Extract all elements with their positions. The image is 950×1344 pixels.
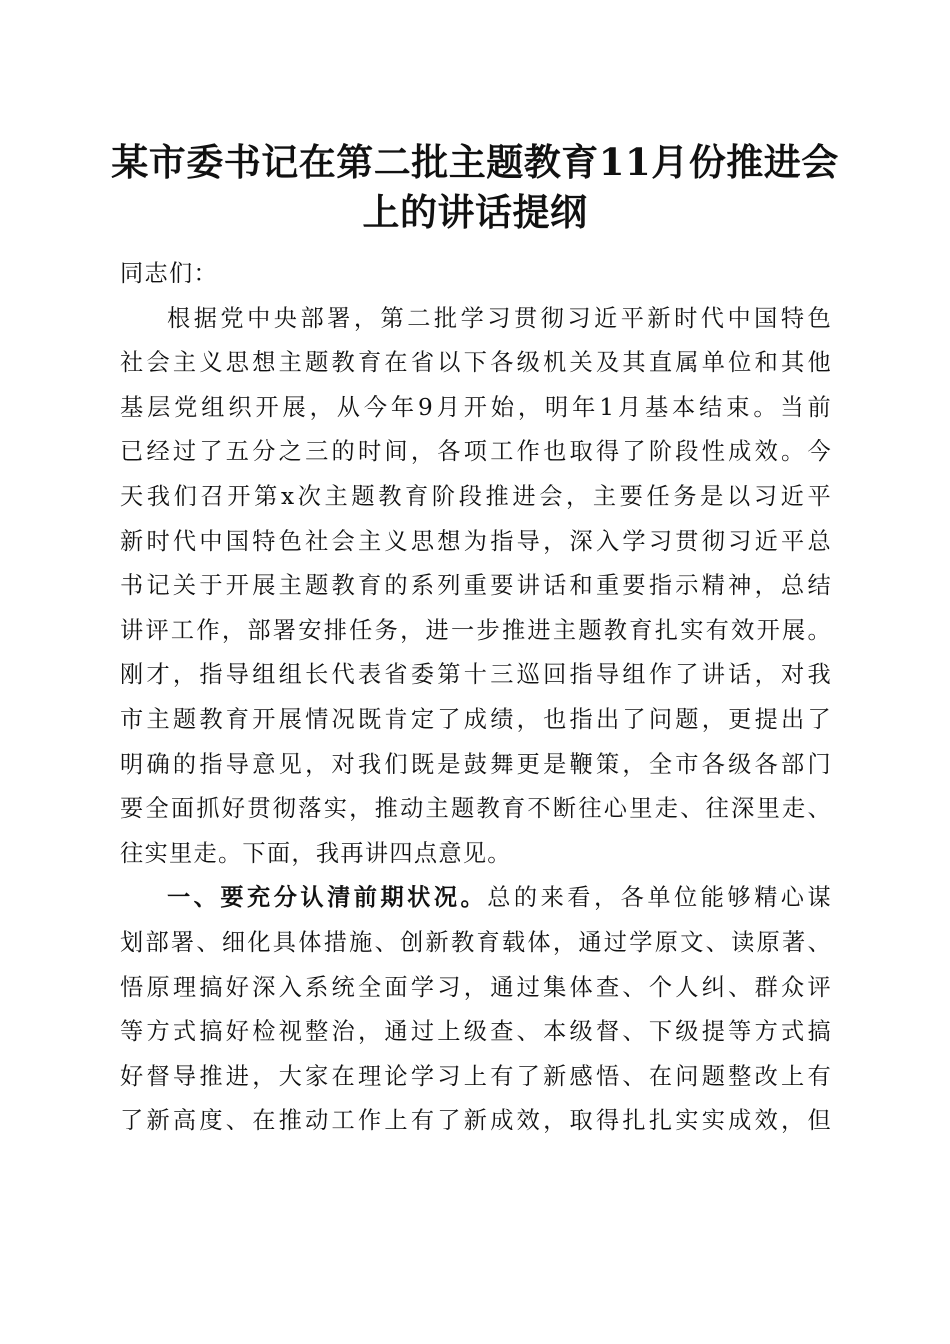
title-line-2: 上的讲话提纲: [362, 190, 588, 234]
title-line-1: 某市委书记在第二批主题教育11月份推进会: [111, 140, 839, 184]
text-line: 社会主义思想主题教育在省以下各级机关及其直属单位和其他: [120, 349, 832, 377]
text-line: 好督导推进，大家在理论学习上有了新感悟、在问题整改上有: [120, 1062, 832, 1090]
text-line: 悟原理搞好深入系统全面学习，通过集体查、个人纠、群众评: [120, 973, 832, 1001]
section-1-heading: 一、要充分认清前期状况。: [167, 884, 488, 912]
section-1: [120, 876, 832, 1144]
text-line: 往实里走。下面，我再讲四点意见。: [120, 839, 512, 867]
text-line: 划部署、细化具体措施、创新教育载体，通过学原文、读原著、: [120, 928, 832, 956]
section-1-first-line: [120, 876, 832, 921]
text-line: 书记关于开展主题教育的系列重要讲话和重要指示精神，总结: [120, 572, 832, 600]
text-line: 刚才，指导组组长代表省委第十三巡回指导组作了讲话，对我: [120, 661, 832, 689]
paragraph-1: [120, 297, 832, 877]
text-line: 市主题教育开展情况既肯定了成绩，也指出了问题，更提出了: [120, 705, 832, 733]
text-line: 已经过了五分之三的时间，各项工作也取得了阶段性成效。今: [120, 438, 832, 466]
text-line: 明确的指导意见，对我们既是鼓舞更是鞭策，全市各级各部门: [120, 750, 832, 778]
text-line: 讲评工作，部署安排任务，进一步推进主题教育扎实有效开展。: [120, 616, 832, 644]
text-line: 基层党组织开展，从今年9月开始，明年1月基本结束。当前: [120, 393, 832, 421]
greeting: 同志们：: [120, 260, 218, 287]
section-1-first-line-text: 总的来看，各单位能够精心谋: [487, 884, 832, 912]
text-line: 要全面抓好贯彻落实，推动主题教育不断往心里走、往深里走、: [120, 795, 832, 823]
text-line: 了新高度、在推动工作上有了新成效，取得扎扎实实成效，但: [120, 1107, 832, 1135]
text-line: 根据党中央部署，第二批学习贯彻习近平新时代中国特色: [167, 304, 832, 332]
document-title: [100, 137, 850, 237]
text-line: 新时代中国特色社会主义思想为指导，深入学习贯彻习近平总: [120, 527, 832, 555]
text-line: 天我们召开第x次主题教育阶段推进会，主要任务是以习近平: [120, 482, 832, 510]
text-line: 等方式搞好检视整治，通过上级查、本级督、下级提等方式搞: [120, 1018, 832, 1046]
document-body: [120, 252, 832, 1144]
